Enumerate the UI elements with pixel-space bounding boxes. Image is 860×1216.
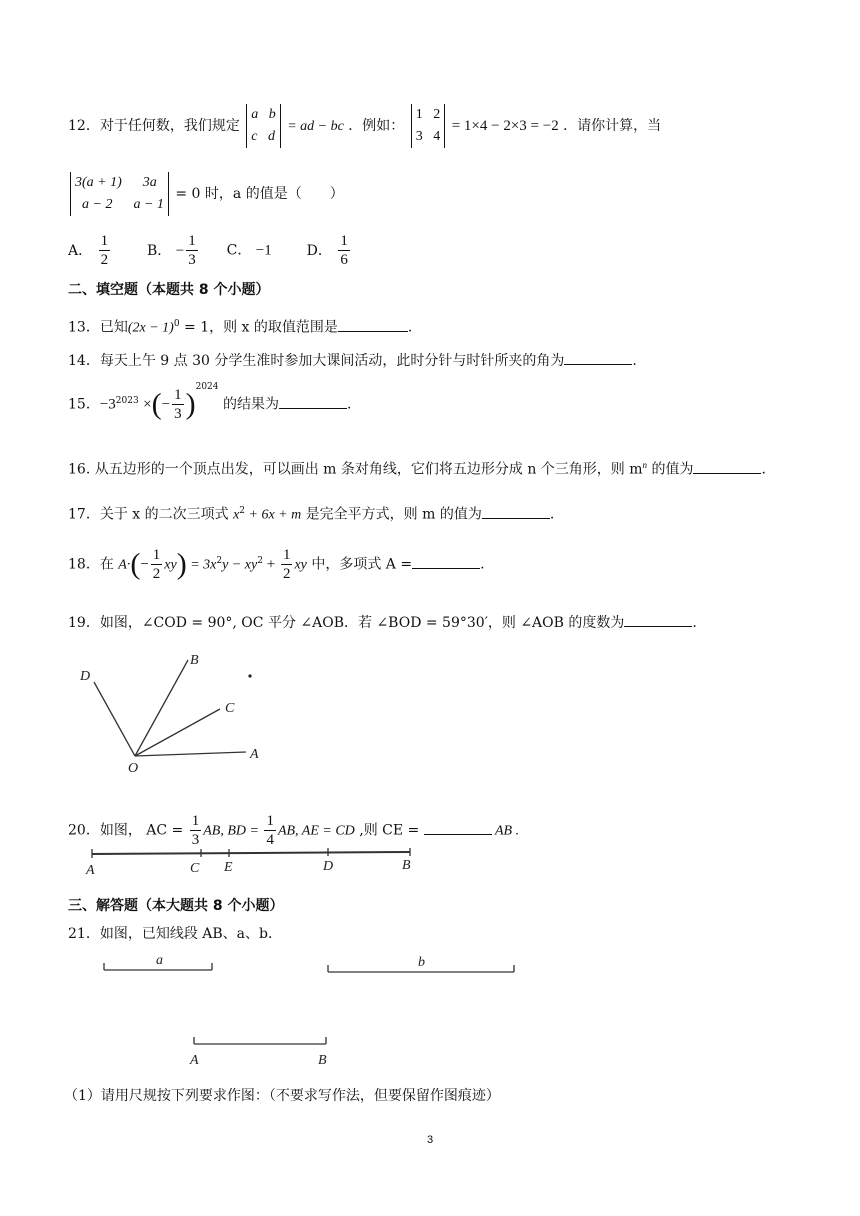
condition-determinant: 3(a + 1) 3a a − 2 a − 1: [70, 172, 169, 216]
label-e: E: [224, 860, 233, 875]
segment-ab: [92, 852, 410, 854]
definition-determinant: a b c d: [246, 104, 281, 148]
q17: 17．关于 x 的二次三项式 $x^2 + 6x + m$ 是完全平方式，则 m 的值为 .: [68, 501, 554, 526]
answer-blank[interactable]: [564, 350, 632, 365]
label-b: B: [402, 858, 411, 873]
q14: 14．每天上午 9 点 30 分学生准时参加大课间活动，此时分针与时针所夹的角为 .: [68, 350, 637, 371]
section-3-title: 三、解答题（本大题共 8 个小题）: [68, 898, 284, 914]
ray-oa: [135, 752, 246, 756]
label-b: B: [190, 653, 199, 668]
q21-part1: （1）请用尺规按下列要求作图：（不要求写作法，但要保留作图痕迹）: [64, 1088, 500, 1104]
label-a: A: [190, 1053, 199, 1068]
example-determinant: 1 2 3 4: [411, 104, 446, 148]
ray-od: [94, 682, 135, 756]
stray-dot: [248, 674, 251, 677]
answer-blank[interactable]: [412, 554, 480, 569]
answer-blank[interactable]: [693, 459, 761, 474]
choice-d: D． $\frac{1}{6}$: [306, 233, 348, 268]
q20: 20．如图， AC = $\frac{1}{3}$ AB, BD = $\frac{1}{4}$ AB, AE = CD ,则 CE = AB .: [68, 813, 520, 848]
label-b: B: [318, 1053, 327, 1068]
label-c: C: [190, 861, 200, 876]
label-a: A: [86, 863, 95, 878]
q12-choices: [68, 232, 352, 269]
answer-blank[interactable]: [482, 504, 550, 519]
q18: 18．在 A·(− $\frac{1}{2}$ $xy) = 3x^2y - xy^2$ + $\frac{1}{2}$ xy 中，多项式 A = .: [68, 547, 485, 582]
choice-a: A． $\frac{1}{2}$: [68, 233, 109, 268]
answer-blank[interactable]: [338, 317, 408, 332]
choice-b: B． − $\frac{1}{3}$: [146, 233, 196, 268]
label-c: C: [225, 701, 235, 716]
page-number: 3: [426, 1134, 434, 1146]
label-d: D: [80, 669, 91, 684]
label-d: D: [323, 859, 334, 874]
q12-line2: 3(a + 1) 3a a − 2 a − 1 = 0 时，a 的值是（ ）: [68, 172, 344, 216]
q15: 15．$-3^{2023}$ ×(− $\frac{1}{3}$ )$^{2024}$ 的结果为 .: [68, 381, 352, 422]
choice-c: C． −1: [226, 242, 272, 259]
label-a-small: a: [156, 953, 163, 968]
answer-blank[interactable]: [279, 394, 347, 409]
label-o: O: [128, 761, 139, 776]
q19: 19．如图，∠COD = 90°, OC 平分 ∠AOB．若 ∠BOD = 59°30′，则 ∠AOB 的度数为 .: [68, 612, 697, 633]
answer-blank[interactable]: [424, 820, 492, 835]
label-b-small: b: [418, 955, 425, 970]
answer-blank[interactable]: [624, 612, 692, 627]
q16: 16. 从五边形的一个顶点出发，可以画出 m 条对角线，它们将五边形分成 n 个三角形，则 $m^n$ 的值为 .: [68, 460, 766, 478]
label-a: A: [250, 747, 259, 762]
q21: 21．如图，已知线段 AB、a、b．: [68, 926, 282, 942]
q13: 13．已知$(2x - 1)^0 = 1$，则 x 的取值范围是 .: [68, 314, 412, 339]
segment-figure: [80, 842, 430, 882]
angle-figure: [70, 648, 270, 778]
q12-line1: 12．对于任何数，我们规定 a b c d = ad − bc ．例如： 1 2 3 4 = 1×4 − 2×3 = −2 ．请你计算，当: [68, 104, 661, 148]
segments-figure: [96, 950, 536, 1075]
section-2-title: 二、填空题（本题共 8 个小题）: [68, 282, 270, 298]
